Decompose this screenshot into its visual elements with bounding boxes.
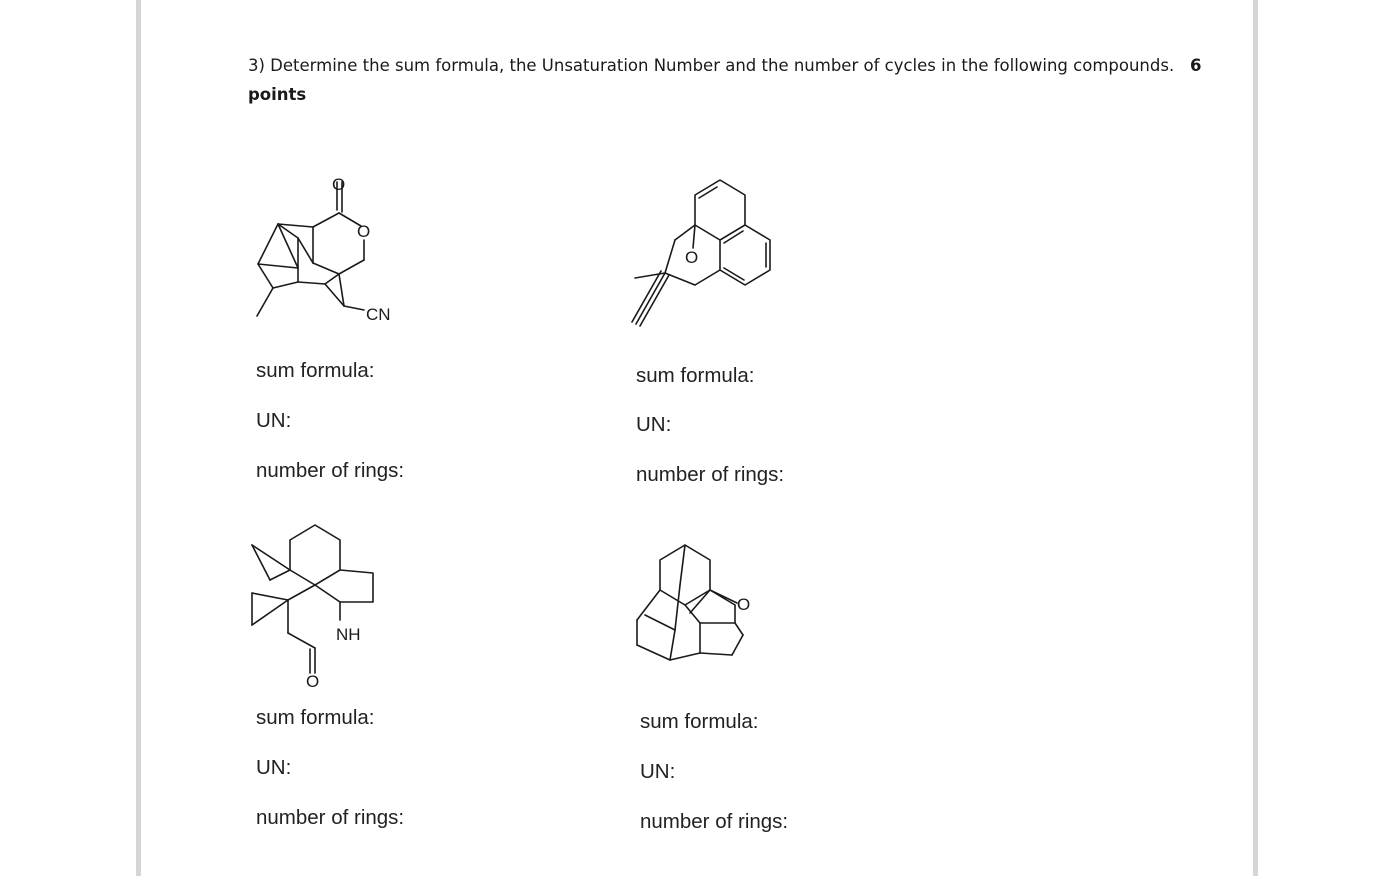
- compound-3-rings-label: number of rings:: [256, 806, 405, 829]
- compound-3-amide-nh: NH: [336, 625, 361, 644]
- compound-1-un-label: UN:: [256, 409, 292, 432]
- compound-3-un-label: UN:: [256, 756, 292, 779]
- compound-1-rings-label: number of rings:: [256, 459, 405, 482]
- compound-4-rings-label: number of rings:: [640, 810, 789, 833]
- question-text: 3) Determine the sum formula, the Unsaturation Number and the number of cycles in the following compounds.: [248, 56, 1175, 75]
- compound-2-sum-formula-label: sum formula:: [636, 364, 755, 387]
- points-value: 6: [1189, 56, 1202, 75]
- compound-1-sum-formula-label: sum formula:: [256, 359, 375, 382]
- compound-3-structure: [240, 515, 410, 695]
- compound-3-sum-formula-label: sum formula:: [256, 706, 375, 729]
- compound-4-ring-oxygen: O: [737, 595, 751, 614]
- question-prompt: [248, 51, 1208, 109]
- compound-4-sum-formula-label: sum formula:: [640, 710, 759, 733]
- compound-2-bridge-oxygen: O: [685, 248, 699, 267]
- compound-1-ring-oxygen: O: [357, 222, 371, 241]
- compound-4-un-label: UN:: [640, 760, 676, 783]
- compound-4-structure: [625, 535, 775, 675]
- points-word: points: [248, 85, 307, 104]
- compound-1-carbonyl-oxygen: O: [332, 175, 346, 194]
- compound-1-structure: [240, 170, 420, 330]
- page-left-border: [136, 0, 141, 876]
- compound-1-nitrile-label: CN: [366, 305, 391, 324]
- compound-2-un-label: UN:: [636, 413, 672, 436]
- compound-2-rings-label: number of rings:: [636, 463, 785, 486]
- page-right-border: [1253, 0, 1258, 876]
- compound-2-structure: [620, 170, 790, 340]
- compound-3-carbonyl-oxygen: O: [306, 672, 320, 691]
